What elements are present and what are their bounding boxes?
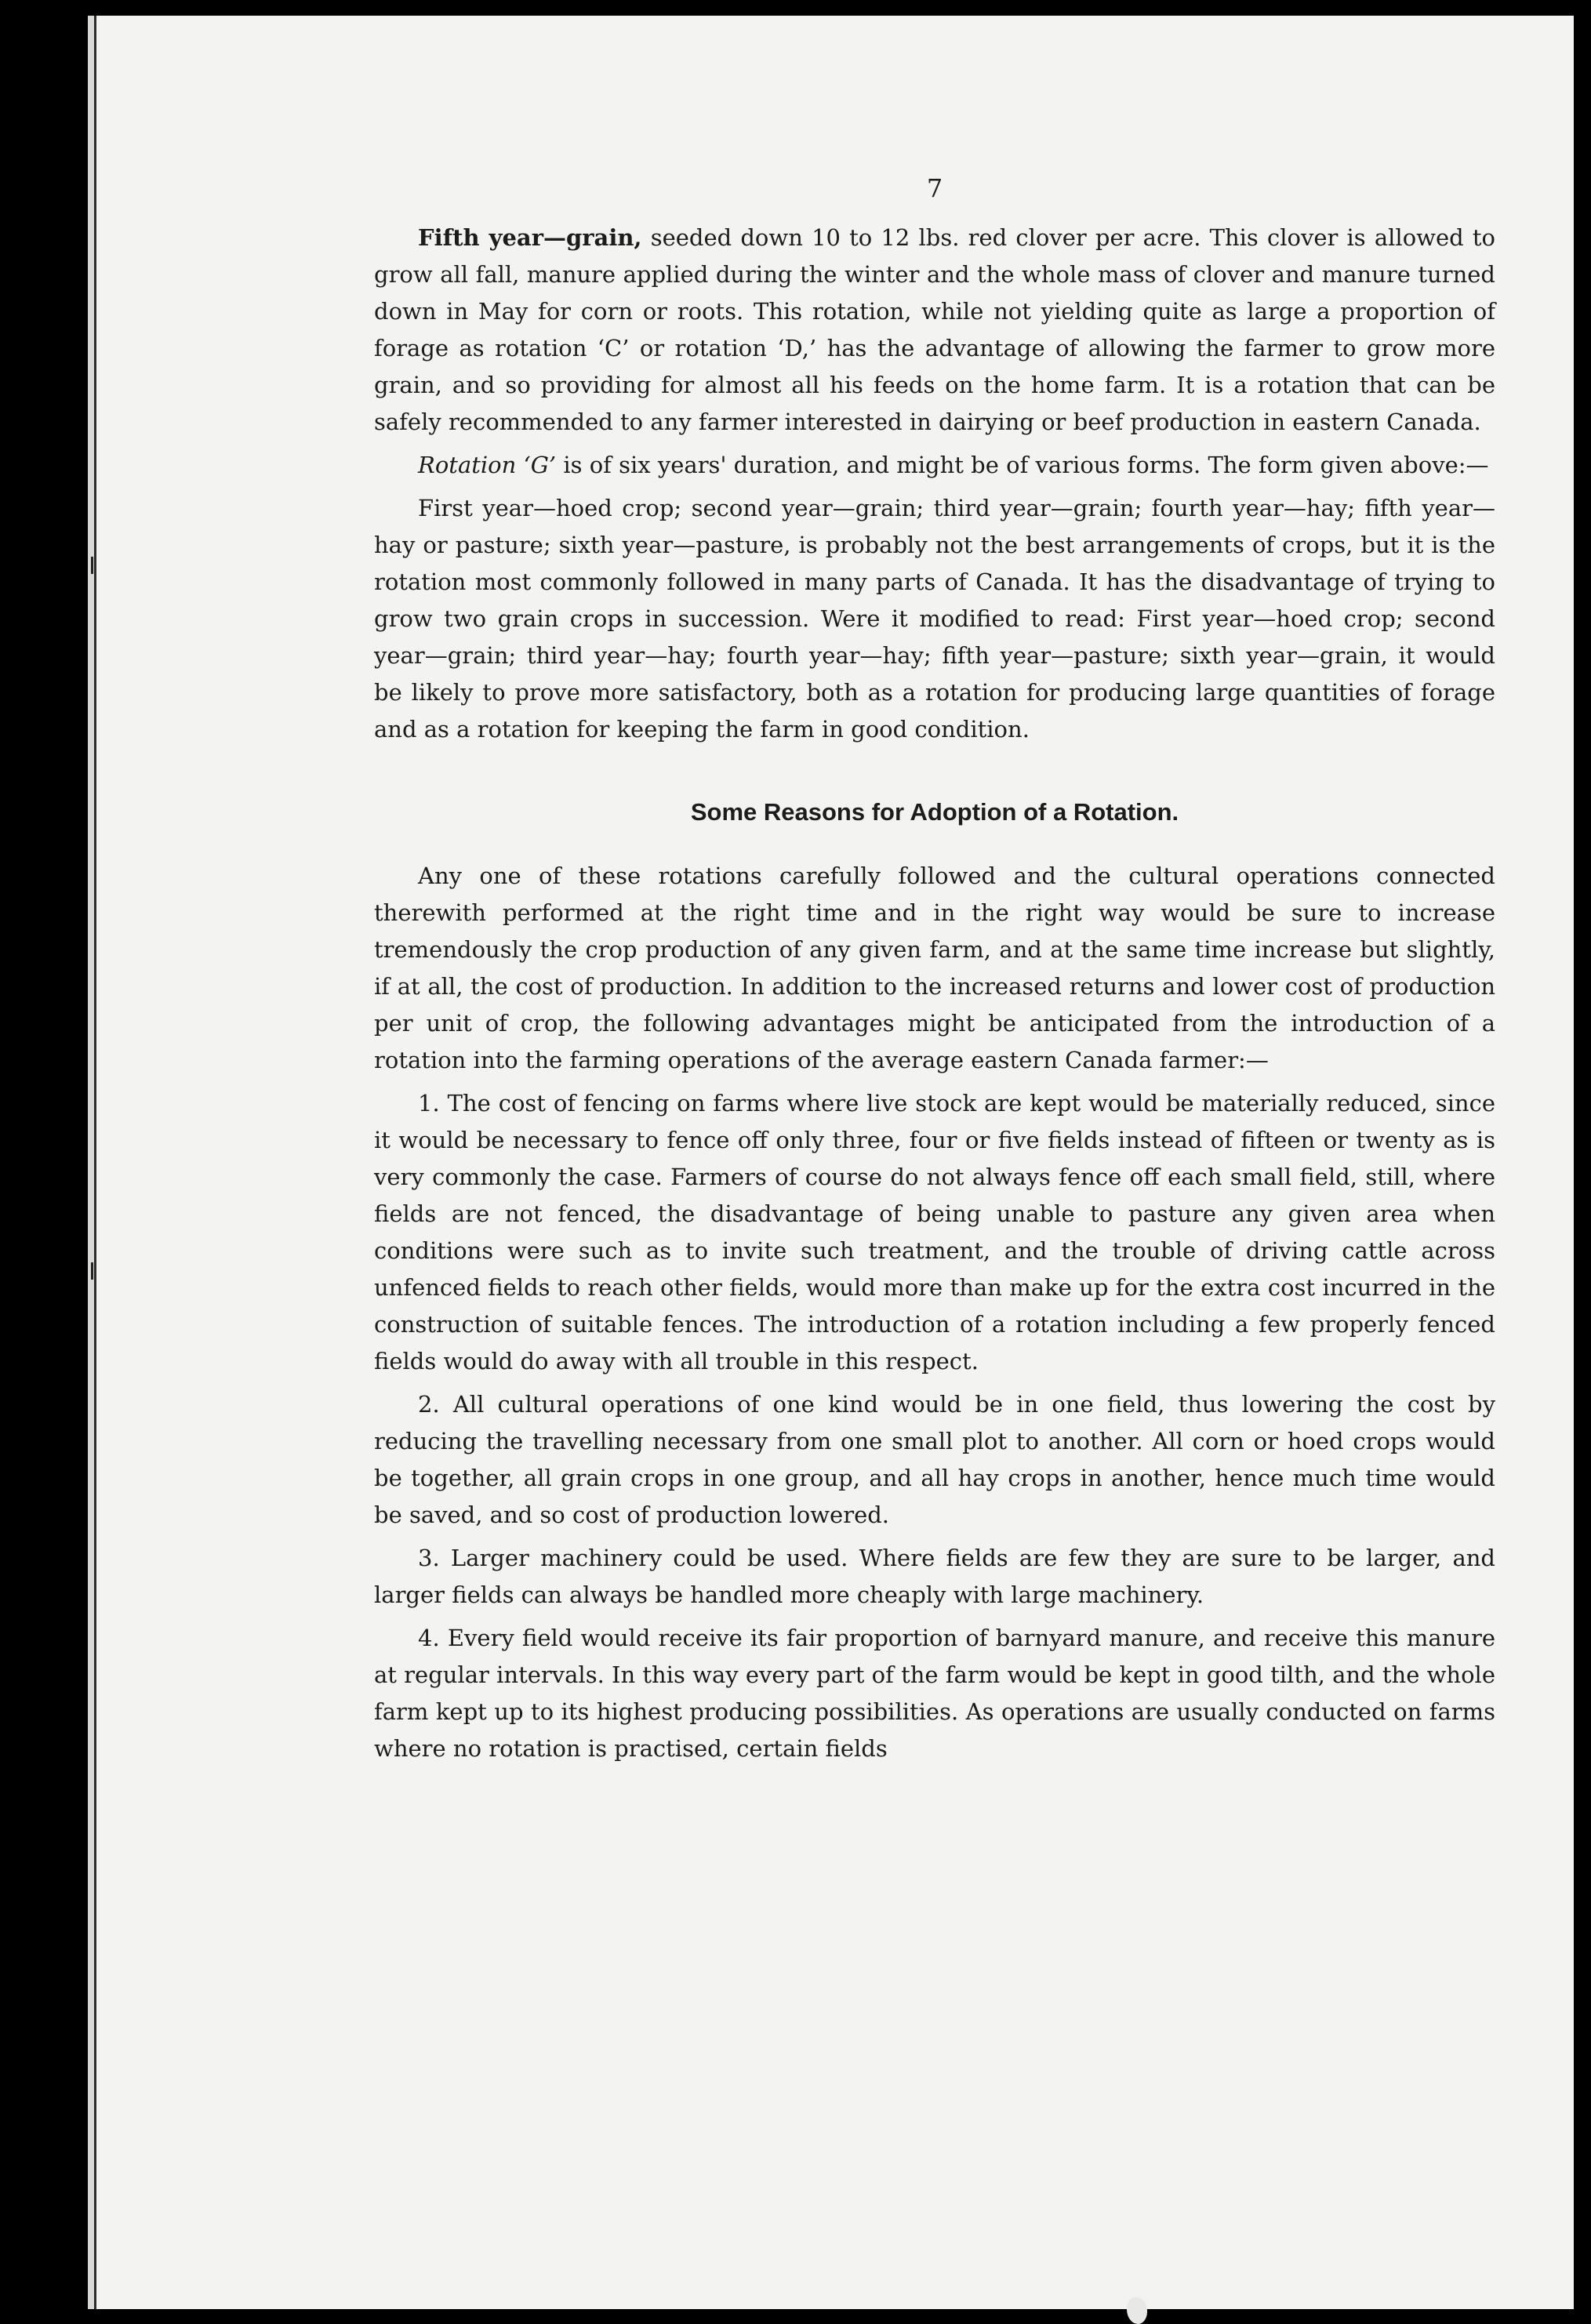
paragraph-rotation-g: [374, 447, 1495, 484]
list-item-2: 2. All cultural operations of one kind would be in one field, thus lowering the cost by reducing the travelling necessary from one small plot to another. All corn or hoed crops would be together, all grain crops in one group, and all hay crops in another, hence much time would be saved, and so cost of production lowered.: [374, 1391, 1495, 1528]
list-item-1: 1. The cost of fencing on farms where live stock are kept would be materially reduced, since it would be necessary to fence off only three, four or five fields instead of fifteen or twenty as is very commonly the case. Farmers of course do not always fence off each small field, still, where fields are not fenced, the disadvantage of being unable to pasture any given area when conditions were such as to invite such treatment, and the trouble of driving cattle across unfenced fields to reach other fields, would more than make up for the extra cost incurred in the construction of suitable fences. The introduction of a rotation including a few properly fenced fields would do away with all trouble in this respect.: [374, 1090, 1495, 1374]
paragraph-first-year: First year—hoed crop; second year—grain; third year—grain; fourth year—hay; fifth year—hay or pasture; sixth year—pasture, is probably not the best arrangements of crops, but it is the rotation most commonly followed in many parts of Canada. It has the disadvantage of trying to grow two grain crops in succession. Were it modified to read: First year—hoed crop; second year—grain; third year—hay; fourth year—hay; fifth year—pasture; sixth year—grain, it would be likely to prove more satisfactory, both as a rotation for producing large quantities of forage and as a rotation for keeping the farm in good condition.: [374, 495, 1495, 743]
fifth-year-text: seeded down 10 to 12 lbs. red clover per acre. This clover is allowed to grow all fall, manure applied during the winter and the whole mass of clover and manure turned down in May for corn or roots. This rotation, while not yielding quite as large a proportion of forage as rotation ‘C’ or rotation ‘D,’ has the advantage of allowing the farmer to grow more grain, and so providing for almost all his feeds on the home farm. It is a rotation that can be safely recommended to any farmer interested in dairying or beef production in eastern Canada.: [374, 224, 1495, 435]
list-item-4: 4. Every field would receive its fair proportion of barnyard manure, and receive this manure at regular intervals. In this way every part of the farm would be kept in good tilth, and the whole farm kept up to its highest producing possibilities. As operations are usually conducted on farms where no rotation is practised, certain fields: [374, 1625, 1495, 1762]
rotation-g-label: Rotation ‘G’: [418, 452, 557, 478]
binding-rule: [94, 16, 96, 2309]
scan-blemish: [1127, 2297, 1147, 2324]
page-number: 7: [926, 173, 943, 203]
fifth-year-label: Fifth year—grain,: [418, 224, 642, 251]
list-item-3: 3. Larger machinery could be used. Where fields are few they are sure to be larger, and larger fields can always be handled more cheaply with large machinery.: [374, 1545, 1495, 1608]
rotation-g-text: is of six years' duration, and might be of various forms. The form given above:—: [563, 452, 1489, 478]
binding-mark: [91, 557, 93, 574]
document-body: [374, 172, 1495, 1774]
paragraph-intro: Any one of these rotations carefully followed and the cultural operations connected therewith performed at the right time and in the right way would be sure to increase tremendously the crop production of any given farm, and at the same time increase but slightly, if at all, the cost of production. In addition to the increased returns and lower cost of production per unit of crop, the following advantages might be anticipated from the introduction of a rotation into the farming operations of the average eastern Canada farmer:—: [374, 862, 1495, 1073]
binding-mark: [91, 1262, 93, 1280]
scanned-page: [88, 16, 1574, 2309]
paragraph-fifth-year: [374, 220, 1495, 441]
section-heading: Some Reasons for Adoption of a Rotation.: [690, 798, 1179, 826]
page-edge-strip: [88, 16, 94, 2309]
